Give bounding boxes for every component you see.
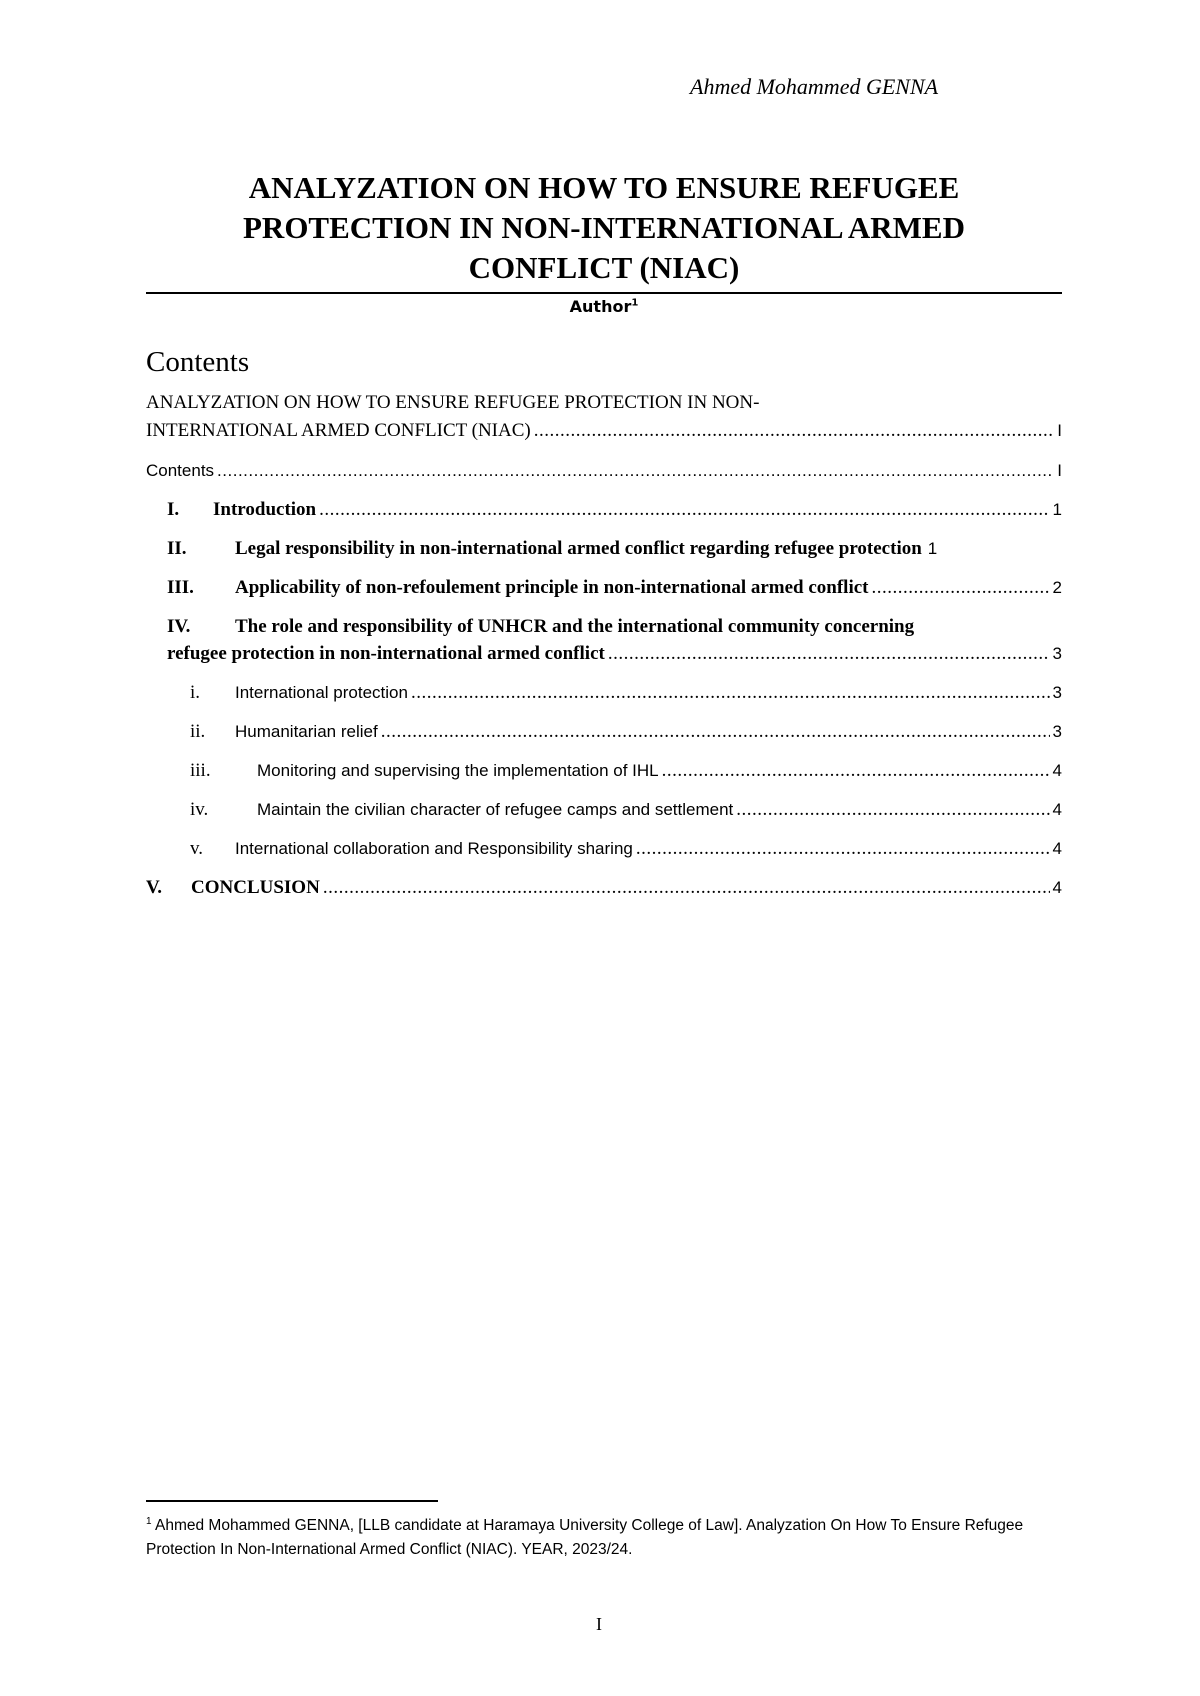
toc-entry-number: IV. <box>167 616 191 637</box>
footnote-separator <box>146 1500 438 1502</box>
title-line-1: ANALYZATION ON HOW TO ENSURE REFUGEE <box>248 170 960 205</box>
toc-page-number: 2 <box>1052 578 1062 597</box>
toc-entry-number: iii. <box>190 760 211 781</box>
toc-entry-conclusion[interactable] <box>146 875 1062 901</box>
toc-leader <box>323 875 1050 901</box>
toc-entry-text: International collaboration and Responsibility sharing <box>235 839 633 858</box>
document-title <box>146 168 1062 288</box>
toc-entry-number: ii. <box>190 721 206 742</box>
toc-entry-text: Maintain the civilian character of refugee camps and settlement <box>257 800 734 819</box>
toc-leader <box>872 575 1050 601</box>
toc-leader <box>319 497 1049 523</box>
toc-entry-number: III. <box>167 577 194 598</box>
toc-entry-humanitarian-relief[interactable] <box>190 719 1062 745</box>
toc-entry-text: Applicability of non-refoulement principle in non-international armed conflict <box>235 577 869 598</box>
toc-leader <box>217 458 1054 484</box>
page-number: I <box>596 1614 602 1634</box>
toc-leader <box>534 418 1055 444</box>
toc-leader <box>381 719 1050 745</box>
toc-entry-text: Contents <box>146 461 215 480</box>
toc-leader <box>411 680 1050 706</box>
footnote-mark: 1 <box>146 1516 152 1527</box>
title-line-3: CONFLICT (NIAC) <box>468 250 740 285</box>
toc-title-entry-line1[interactable]: ANALYZATION ON HOW TO ENSURE REFUGEE PROTECTION IN NON- <box>146 392 760 413</box>
toc-page-number: 3 <box>1052 644 1062 663</box>
toc-page-number: 1 <box>1052 500 1062 519</box>
toc-title-entry[interactable] <box>146 418 1062 444</box>
toc-page-number: 3 <box>1052 683 1062 702</box>
toc-entry-text: Monitoring and supervising the implementation of IHL <box>257 761 659 780</box>
toc-entry-number: i. <box>190 682 201 703</box>
toc-entry-collaboration[interactable] <box>190 836 1062 862</box>
toc-entry-text: Humanitarian relief <box>235 722 378 741</box>
toc-heading: Contents <box>146 346 250 378</box>
toc-page-number: 4 <box>1052 878 1062 897</box>
author-footnote-ref[interactable]: 1 <box>631 297 639 309</box>
toc-entry-number: V. <box>146 877 163 898</box>
toc-entry-international-protection[interactable] <box>190 680 1062 706</box>
toc-page-number: I <box>1057 461 1062 480</box>
toc-leader <box>608 641 1050 667</box>
toc-entry-unhcr[interactable] <box>167 641 1062 667</box>
author-label: Author <box>569 297 632 316</box>
toc-entry-number: I. <box>167 499 180 520</box>
toc-entry-non-refoulement[interactable] <box>167 575 1062 601</box>
toc-entry-text: Legal responsibility in non-international armed conflict regarding refugee protection <box>235 538 922 559</box>
author-line <box>146 297 1062 316</box>
toc-entry-number: v. <box>190 838 204 859</box>
title-line-2: PROTECTION IN NON-INTERNATIONAL ARMED <box>243 210 965 245</box>
toc-entry-introduction[interactable] <box>167 497 1062 523</box>
footnote-text: Ahmed Mohammed GENNA, [LLB candidate at Haramaya University College of Law]. Analyzation On How To Ensure Refugee Protection In Non-International Armed Conflict (NIAC). YEAR, 2023/24. <box>146 1517 1024 1559</box>
toc-entry-monitoring-ihl[interactable] <box>190 758 1062 784</box>
toc-page-number: 4 <box>1052 761 1062 780</box>
footnote <box>146 1510 1066 1562</box>
toc-leader <box>636 836 1050 862</box>
toc-page-number: 4 <box>1052 800 1062 819</box>
toc-entry-text: CONCLUSION <box>191 877 320 898</box>
toc-page-number: I <box>1057 421 1062 440</box>
toc-leader <box>736 797 1049 823</box>
toc-entry-text: Introduction <box>213 499 317 520</box>
title-rule <box>146 292 1062 294</box>
toc-contents-entry[interactable] <box>146 458 1062 484</box>
toc-entry-text: International protection <box>235 683 408 702</box>
toc-page-number: 1 <box>927 539 938 558</box>
toc-leader <box>662 758 1050 784</box>
toc-entry-unhcr-line1[interactable] <box>167 614 914 640</box>
toc-entry-text-continued: refugee protection in non-international armed conflict <box>167 643 605 664</box>
toc-page-number: 4 <box>1052 839 1062 858</box>
running-header-author: Ahmed Mohammed GENNA <box>690 74 939 99</box>
toc-page-number: 3 <box>1052 722 1062 741</box>
toc-entry-legal-responsibility[interactable] <box>167 536 1062 562</box>
toc-title-entry-line2: INTERNATIONAL ARMED CONFLICT (NIAC) <box>146 420 531 441</box>
toc-entry-civilian-character[interactable] <box>190 797 1062 823</box>
toc-entry-number: iv. <box>190 799 209 820</box>
toc-entry-number: II. <box>167 538 187 559</box>
toc-entry-text: The role and responsibility of UNHCR and the international community concerning <box>235 616 915 637</box>
